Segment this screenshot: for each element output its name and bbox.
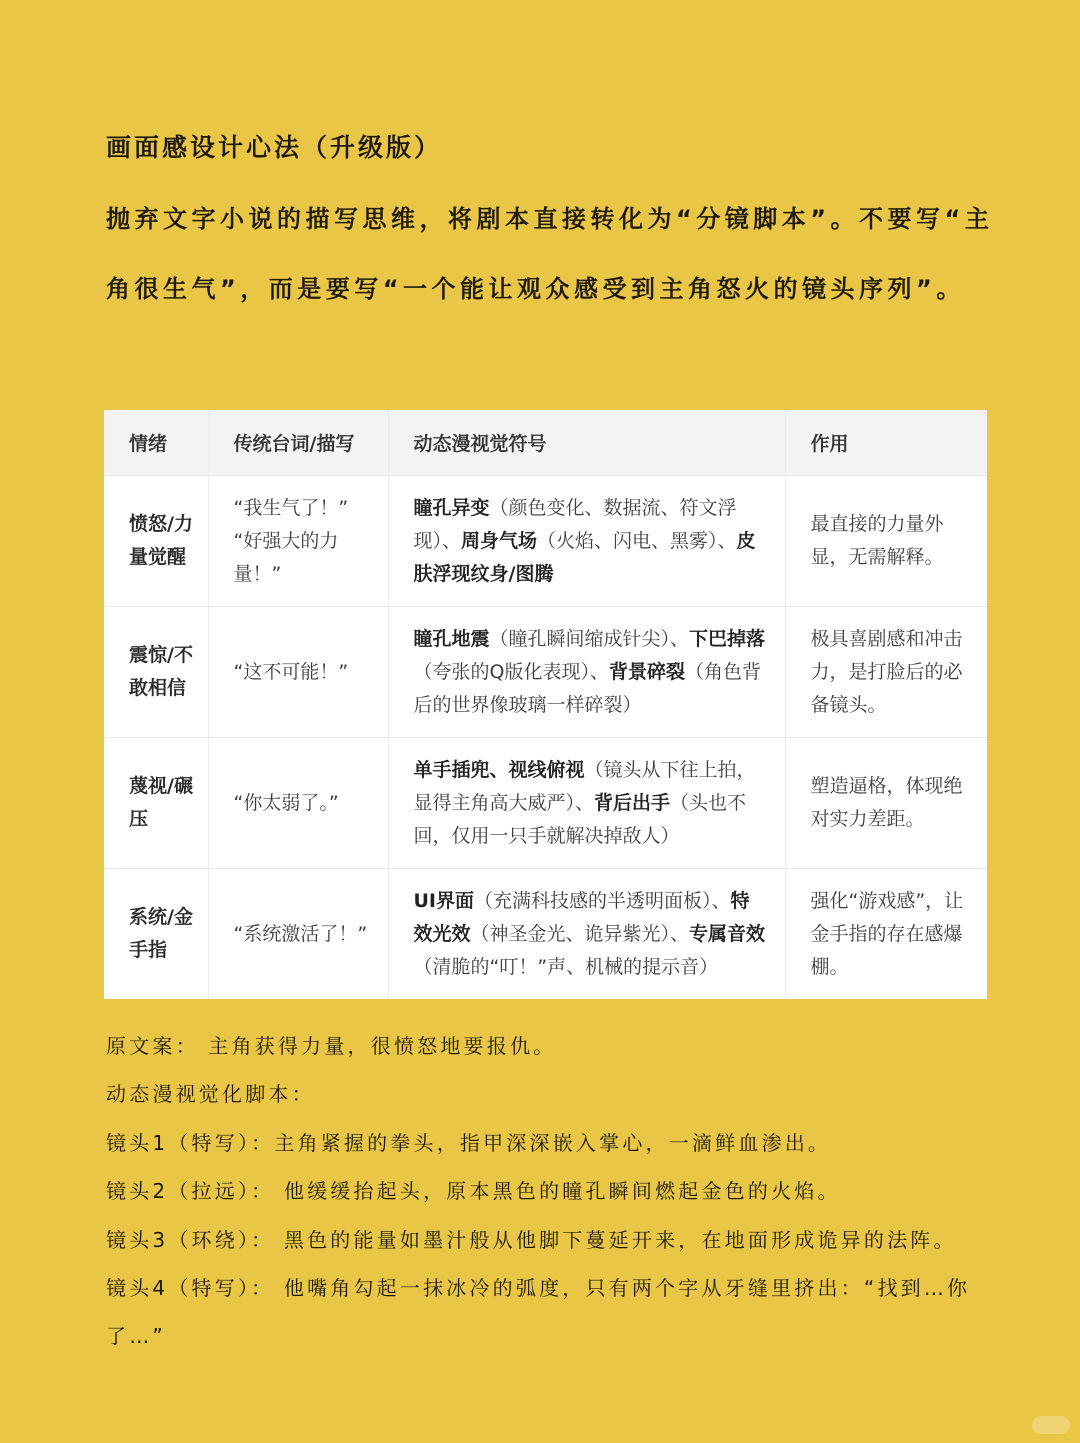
emotion-cell: 愤怒/力量觉醒 bbox=[104, 476, 208, 607]
visual-symbol-cell bbox=[388, 738, 785, 869]
script-example bbox=[106, 1022, 1006, 1361]
visual-keyword: UI界面 bbox=[413, 889, 474, 912]
visual-keyword: 瞳孔异变 bbox=[413, 496, 490, 519]
traditional-line-cell: “系统激活了！” bbox=[208, 869, 388, 1000]
table-row bbox=[104, 738, 987, 869]
visual-symbol-cell bbox=[388, 476, 785, 607]
visual-description: （颜色变化、数据流、符文浮现）、 bbox=[413, 496, 737, 552]
header-effect: 作用 bbox=[785, 410, 987, 476]
table-row bbox=[104, 869, 987, 1000]
emotion-cell: 震惊/不敢相信 bbox=[104, 607, 208, 738]
table-row bbox=[104, 607, 987, 738]
visual-description: （充满科技感的半透明面板）、 bbox=[474, 889, 731, 912]
traditional-line-cell: “你太弱了。” bbox=[208, 738, 388, 869]
visual-symbol-cell bbox=[388, 607, 785, 738]
emotion-cell: 系统/金手指 bbox=[104, 869, 208, 1000]
effect-cell: 极具喜剧感和冲击力，是打脸后的必备镜头。 bbox=[785, 607, 987, 738]
shot-2: 镜头2（拉远）： 他缓缓抬起头，原本黑色的瞳孔瞬间燃起金色的火焰。 bbox=[106, 1179, 841, 1204]
shot-1: 镜头1（特写）：主角紧握的拳头，指甲深深嵌入掌心，一滴鲜血渗出。 bbox=[106, 1130, 832, 1155]
traditional-line-cell: “这不可能！” bbox=[208, 607, 388, 738]
visual-keyword: 周身气场 bbox=[461, 529, 538, 552]
header-traditional-line: 传统台词/描写 bbox=[208, 410, 388, 476]
visual-keyword: 特效光效 bbox=[413, 889, 750, 945]
effect-cell: 强化“游戏感”，让金手指的存在感爆棚。 bbox=[785, 869, 987, 1000]
page-title: 画面感设计心法（升级版） bbox=[106, 133, 443, 162]
visual-keyword: 皮肤浮现纹身/图腾 bbox=[413, 529, 756, 585]
visual-keyword: 瞳孔地震 bbox=[413, 627, 490, 650]
visual-description: （清脆的“叮！”声、机械的提示音） bbox=[413, 955, 719, 978]
visual-keyword: 背景碎裂 bbox=[608, 660, 685, 683]
visual-description: （头也不回，仅用一只手就解决掉敌人） bbox=[413, 791, 747, 847]
emotion-cell: 蔑视/碾压 bbox=[104, 738, 208, 869]
header-visual-symbol: 动态漫视觉符号 bbox=[388, 410, 785, 476]
visual-keyword: 下巴掉落 bbox=[689, 627, 766, 650]
visual-keyword: 单手插兜、视线俯视 bbox=[413, 758, 585, 781]
script-title: 动态漫视觉化脚本： bbox=[106, 1082, 315, 1107]
visual-symbol-cell bbox=[388, 869, 785, 1000]
visual-description: （角色背后的世界像玻璃一样碎裂） bbox=[413, 660, 761, 716]
visual-keyword: 专属音效 bbox=[689, 922, 766, 945]
emotion-table-card bbox=[104, 410, 987, 999]
original-copy: 原文案： 主角获得力量，很愤怒地要报仇。 bbox=[106, 1034, 557, 1058]
shot-4: 镜头4（特写）： 他嘴角勾起一抹冰冷的弧度，只有两个字从牙缝里挤出：“找到…你了…” bbox=[106, 1276, 971, 1349]
visual-description: （火焰、闪电、黑雾）、 bbox=[537, 529, 737, 552]
effect-cell: 塑造逼格，体现绝对实力差距。 bbox=[785, 738, 987, 869]
shot-3: 镜头3（环绕）： 黑色的能量如墨汁般从他脚下蔓延开来，在地面形成诡异的法阵。 bbox=[106, 1227, 957, 1252]
intro-paragraph: 抛弃文字小说的描写思维，将剧本直接转化为“分镜脚本”。不要写“主角很生气”，而是要写“一个能让观众感受到主角怒火的镜头序列”。 bbox=[106, 205, 994, 303]
visual-description: （夸张的Q版化表现）、 bbox=[413, 660, 609, 683]
table-row bbox=[104, 476, 987, 607]
visual-description: （镜头从下往上拍，显得主角高大威严）、 bbox=[413, 758, 756, 814]
visual-description: （神圣金光、诡异紫光）、 bbox=[470, 922, 690, 945]
visual-description: （瞳孔瞬间缩成针尖）、 bbox=[489, 627, 690, 650]
emotion-visual-table bbox=[104, 410, 987, 999]
effect-cell: 最直接的力量外显，无需解释。 bbox=[785, 476, 987, 607]
header-emotion: 情绪 bbox=[104, 410, 208, 476]
visual-keyword: 背后出手 bbox=[594, 791, 671, 814]
traditional-line-cell: “我生气了！” “好强大的力量！” bbox=[208, 476, 388, 607]
table-header-row bbox=[104, 410, 987, 476]
corner-indicator bbox=[1032, 1416, 1070, 1434]
